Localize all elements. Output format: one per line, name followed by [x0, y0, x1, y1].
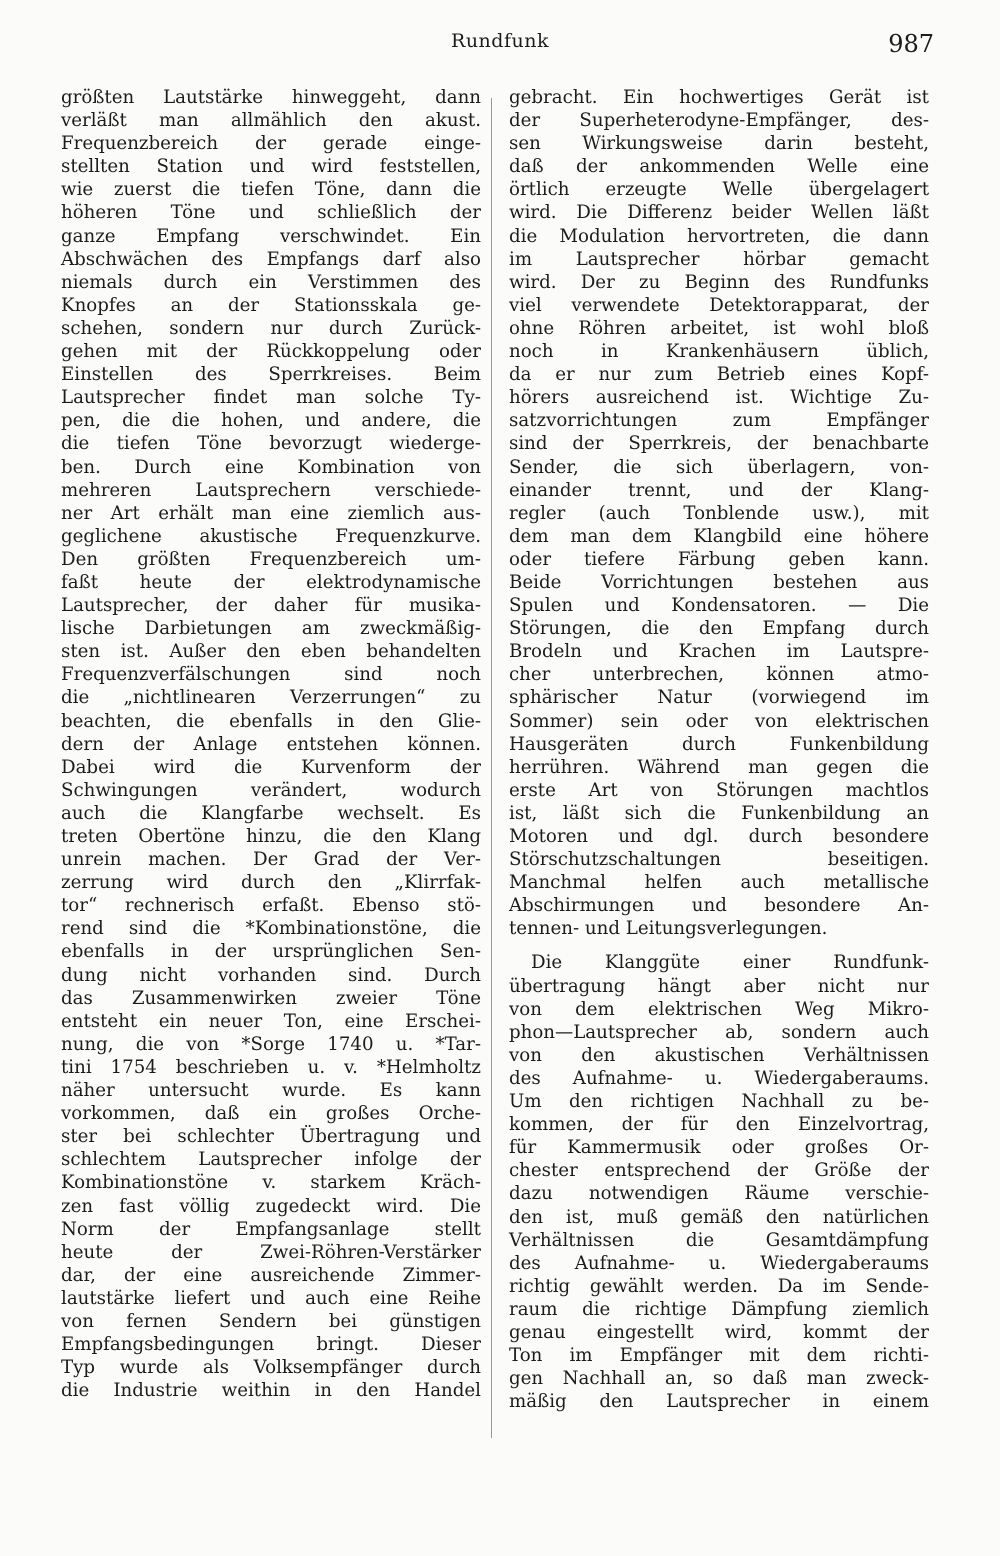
text-line: ster bei schlechter Übertragung und — [61, 1126, 481, 1148]
text-line: ist, läßt sich die Funkenbildung an — [509, 802, 929, 824]
page-number: 987 — [888, 30, 934, 58]
text-line: richtig gewählt werden. Da im Sende- — [509, 1275, 929, 1297]
text-line: Lautsprecher findet man solche Ty- — [61, 387, 481, 409]
text-line: Brodeln und Krachen im Lautspre- — [509, 641, 929, 663]
text-line: dern der Anlage entstehen können. — [61, 733, 481, 755]
text-line: gehen mit der Rückkoppelung oder — [61, 341, 481, 363]
text-line: sphärischer Natur (vorwiegend im — [509, 687, 929, 709]
text-line: von den akustischen Verhältnissen — [509, 1044, 929, 1066]
text-line: Dabei wird die Kurvenform der — [61, 756, 481, 778]
right-column — [509, 86, 929, 1413]
text-line: Frequenzbereich der gerade einge- — [61, 133, 481, 155]
text-line: Spulen und Kondensatoren. — Die — [509, 595, 929, 617]
text-line: zen fast völlig zugedeckt wird. Die — [61, 1195, 481, 1217]
text-line: ganze Empfang verschwindet. Ein — [61, 225, 481, 247]
text-line: da er nur zum Betrieb eines Kopf- — [509, 364, 929, 386]
text-line: heute der Zwei-Röhren-Verstärker — [61, 1241, 481, 1263]
text-line: faßt heute der elektrodynamische — [61, 571, 481, 593]
text-line: tennen- und Leitungsverlegungen. — [509, 918, 828, 940]
text-line: Schwingungen verändert, wodurch — [61, 779, 481, 801]
text-line: kommen, der für den Einzelvortrag, — [509, 1114, 929, 1136]
text-line: dazu notwendigen Räume verschie- — [509, 1183, 929, 1205]
text-line: Hausgeräten durch Funkenbildung — [509, 733, 929, 755]
text-line: rend sind die *Kombinationstöne, die — [61, 918, 481, 940]
text-line: dem man dem Klangbild eine höhere — [509, 525, 929, 547]
text-line: genau eingestellt wird, kommt der — [509, 1321, 929, 1343]
text-line: mäßig den Lautsprecher in einem — [509, 1391, 929, 1413]
running-header: Rundfunk — [451, 30, 549, 52]
text-line: ben. Durch eine Kombination von — [61, 456, 481, 478]
left-column — [61, 86, 481, 1402]
text-line: Störungen, die den Empfang durch — [509, 618, 929, 640]
text-line: phon—Lautsprecher ab, sondern auch — [509, 1021, 929, 1043]
paragraph-gap — [509, 940, 929, 951]
text-line: wie zuerst die tiefen Töne, dann die — [61, 179, 481, 201]
text-line: chester entsprechend der Größe der — [509, 1160, 929, 1182]
text-line: Sender, die sich überlagern, von- — [509, 456, 929, 478]
text-line: unrein machen. Der Grad der Ver- — [61, 849, 481, 871]
text-line: der Superheterodyne-Empfänger, des- — [509, 110, 929, 132]
text-line: ebenfalls in der ursprünglichen Sen- — [61, 941, 481, 963]
text-line: wird. Die Differenz beider Wellen läßt — [509, 202, 929, 224]
text-line: Störschutzschaltungen beseitigen. — [509, 849, 929, 871]
text-line: lische Darbietungen am zweckmäßig- — [61, 618, 481, 640]
text-line: ohne Röhren arbeitet, ist wohl bloß — [509, 317, 929, 339]
text-line: Die Klanggüte einer Rundfunk- — [531, 952, 929, 974]
text-line: für Kammermusik oder großes Or- — [509, 1137, 929, 1159]
text-line: von dem elektrischen Weg Mikro- — [509, 998, 929, 1020]
text-line: übertragung hängt aber nicht nur — [509, 975, 929, 997]
text-line: sind der Sperrkreis, der benachbarte — [509, 433, 929, 455]
text-line: Ton im Empfänger mit dem richti- — [509, 1345, 929, 1367]
text-line: örtlich erzeugte Welle übergelagert — [509, 179, 929, 201]
text-line: nung, die von *Sorge 1740 u. *Tar- — [61, 1033, 481, 1055]
text-line: Frequenzverfälschungen sind noch — [61, 664, 481, 686]
text-line: viel verwendete Detektorapparat, der — [509, 294, 929, 316]
text-line: Typ wurde als Volksempfänger durch — [61, 1357, 481, 1379]
text-line: Norm der Empfangsanlage stellt — [61, 1218, 481, 1240]
text-line: Sommer) sein oder von elektrischen — [509, 710, 929, 732]
text-line: des Aufnahme- u. Wiedergaberaums — [509, 1252, 929, 1274]
text-line: Einstellen des Sperrkreises. Beim — [61, 364, 481, 386]
text-line: dung nicht vorhanden sind. Durch — [61, 964, 481, 986]
text-line: noch in Krankenhäusern üblich, — [509, 341, 929, 363]
text-line: Abschwächen des Empfangs darf also — [61, 248, 481, 270]
text-line: die Industrie weithin in den Handel — [61, 1380, 481, 1402]
text-line: die „nichtlinearen Verzerrungen“ zu — [61, 687, 481, 709]
text-line: lautstärke liefert und auch eine Reihe — [61, 1287, 481, 1309]
text-line: größten Lautstärke hinweggeht, dann — [61, 87, 481, 108]
text-line: die Modulation hervortreten, die dann — [509, 225, 929, 247]
text-line: cher unterbrechen, können atmo- — [509, 664, 929, 686]
text-line: herrühren. Während man gegen die — [509, 756, 929, 778]
text-line: sten ist. Außer den eben behandelten — [61, 641, 481, 663]
text-line: oder tiefere Färbung geben kann. — [509, 548, 929, 570]
text-line: hörers ausreichend ist. Wichtige Zu- — [509, 387, 929, 409]
text-line: Motoren und dgl. durch besondere — [509, 826, 929, 847]
text-line: den ist, muß gemäß den natürlichen — [509, 1206, 929, 1228]
text-line: von fernen Sendern bei günstigen — [61, 1310, 481, 1332]
text-line: satzvorrichtungen zum Empfänger — [509, 410, 929, 432]
text-line: schlechtem Lautsprecher infolge der — [61, 1149, 481, 1171]
text-line: dar, der eine ausreichende Zimmer- — [61, 1264, 481, 1286]
column-divider — [491, 98, 492, 1438]
text-line: Empfangsbedingungen bringt. Dieser — [61, 1334, 481, 1356]
text-line: Lautsprecher, der daher für musika- — [61, 595, 481, 617]
text-line: des Aufnahme- u. Wiedergaberaums. — [509, 1067, 929, 1089]
text-line: Abschirmungen und besondere An- — [509, 895, 929, 917]
text-line: gen Nachhall an, so daß man zweck- — [509, 1368, 929, 1390]
text-line: Knopfes an der Stationsskala ge- — [61, 294, 481, 316]
text-line: das Zusammenwirken zweier Töne — [61, 987, 481, 1009]
text-line: im Lautsprecher hörbar gemacht — [509, 248, 929, 270]
text-line: Um den richtigen Nachhall zu be- — [509, 1091, 929, 1113]
text-line: tini 1754 beschrieben u. v. *Helmholtz — [61, 1056, 481, 1078]
text-line: Kombinationstöne v. starkem Kräch- — [61, 1172, 481, 1194]
text-line: daß der ankommenden Welle eine — [509, 156, 929, 178]
text-line: niemals durch ein Verstimmen des — [61, 271, 481, 293]
text-line: Manchmal helfen auch metallische — [509, 872, 929, 894]
text-line: schehen, sondern nur durch Zurück- — [61, 317, 481, 339]
text-line: Beide Vorrichtungen bestehen aus — [509, 571, 929, 593]
text-line: näher untersucht wurde. Es kann — [61, 1080, 481, 1102]
text-line: Den größten Frequenzbereich um- — [61, 548, 481, 570]
text-line: wird. Der zu Beginn des Rundfunks — [509, 271, 929, 293]
text-line: vorkommen, daß ein großes Orche- — [61, 1103, 481, 1125]
text-line: die tiefen Töne bevorzugt wiederge- — [61, 433, 481, 455]
text-line: zerrung wird durch den „Klirrfak- — [61, 872, 481, 894]
text-line: pen, die die hohen, und andere, die — [61, 410, 481, 432]
text-line: regler (auch Tonblende usw.), mit — [509, 502, 929, 524]
text-line: verläßt man allmählich den akust. — [61, 110, 481, 132]
text-line: raum die richtige Dämpfung ziemlich — [509, 1298, 929, 1320]
text-line: sen Wirkungsweise darin besteht, — [509, 133, 929, 155]
text-line: Verhältnissen die Gesamtdämpfung — [509, 1229, 929, 1251]
text-line: entsteht ein neuer Ton, eine Erschei- — [61, 1010, 481, 1032]
text-line: gebracht. Ein hochwertiges Gerät ist — [509, 87, 929, 108]
text-line: mehreren Lautsprechern verschiede- — [61, 479, 481, 501]
text-line: tor“ rechnerisch erfaßt. Ebenso stö- — [61, 895, 481, 917]
text-line: höheren Töne und schließlich der — [61, 202, 481, 224]
text-line: erste Art von Störungen machtlos — [509, 779, 929, 801]
text-line: beachten, die ebenfalls in den Glie- — [61, 710, 481, 732]
text-line: treten Obertöne hinzu, die den Klang — [61, 826, 481, 847]
text-line: stellten Station und wird feststellen, — [61, 156, 481, 178]
text-line: einander trennt, und der Klang- — [509, 479, 929, 501]
text-line: auch die Klangfarbe wechselt. Es — [61, 802, 481, 824]
text-line: ner Art erhält man eine ziemlich aus- — [61, 502, 481, 524]
text-line: geglichene akustische Frequenzkurve. — [61, 525, 481, 547]
